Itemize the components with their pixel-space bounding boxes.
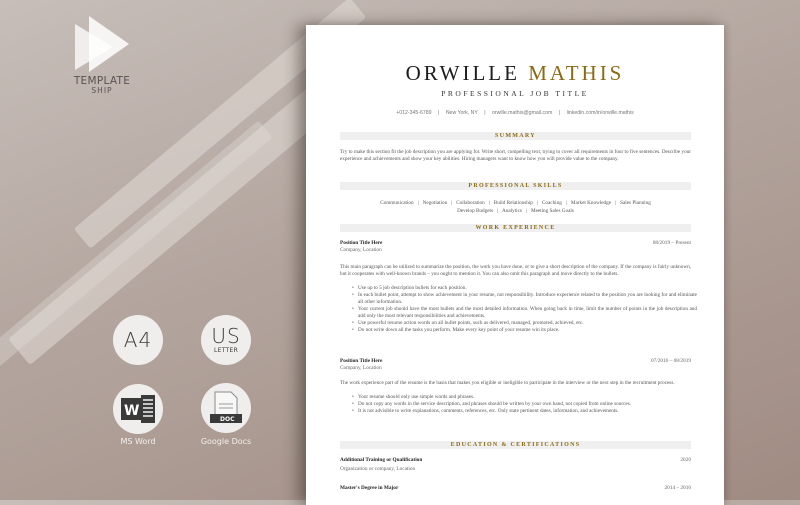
job-title: PROFESSIONAL JOB TITLE bbox=[441, 89, 589, 98]
section-education-heading: EDUCATION & CERTIFICATIONS bbox=[340, 441, 691, 449]
last-name: MATHIS bbox=[528, 61, 625, 85]
separator: | bbox=[484, 110, 486, 116]
bullet: • Do not copy any words in the service description, and phrases should be written by your own hand, not copied from online sources. bbox=[358, 401, 697, 408]
background-brush-stripe bbox=[8, 69, 352, 365]
doc-file-icon bbox=[209, 390, 243, 426]
google-docs-badge bbox=[201, 383, 251, 433]
separator: | bbox=[558, 110, 561, 116]
section-experience-heading: WORK EXPERIENCE bbox=[340, 224, 691, 232]
a4-label: A4 bbox=[123, 328, 153, 352]
education-title-2: Master's Degree in Major bbox=[340, 485, 399, 491]
job-dates-2: 07/2016 – 08/2019 bbox=[650, 358, 691, 364]
email: orwille.mathis@gmail.com bbox=[492, 110, 553, 116]
bullet: • Your current job should have the most bullets and the most detailed information. When going back in time, limit the number of points in the job description and add only the most relevant responsibilities and achievements. bbox=[358, 306, 697, 320]
job-bullets-1 bbox=[352, 285, 697, 334]
us-label: US bbox=[211, 324, 241, 348]
skill: Analytics bbox=[502, 208, 522, 214]
job-title-2: Position Title Here bbox=[340, 358, 383, 364]
ms-word-label: MS Word bbox=[120, 437, 156, 446]
summary-text: Try to make this section fit the job description you are applying for. Write short, compelling text, trying to cover all requirements in four to five sentences. Describe your experience and achievements and show your key abilities. Hiring managers want to know how you will provide value to the company. bbox=[340, 149, 691, 162]
bullet: • In each bullet point, attempt to show achievement in your resume, not responsibility. Introduce experience related to the position you are looking for and eliminate all other information. bbox=[358, 292, 697, 306]
education-entry-2 bbox=[340, 485, 691, 491]
skill: Sales Planning bbox=[620, 200, 651, 206]
bullet: • Your resume should only use simple words and phrases. bbox=[358, 394, 697, 401]
section-summary-heading: SUMMARY bbox=[340, 132, 691, 140]
job-paragraph-1: This main paragraph can be utilized to summarize the position, the work you have done, or to give a short description of the company. If the company is fairly unknown, but it cooperates with well-known brands – you ought to mention it. You can also omit this paragraph and move directly to the bullets. bbox=[340, 264, 691, 277]
separator: | bbox=[438, 110, 440, 116]
linkedin: linkedin.com/in/orwille.mathis bbox=[566, 110, 634, 116]
education-org-1: Organization or company, Location bbox=[340, 466, 416, 472]
bullet: • Use powerful resume action words on all bullet points, such as delivered, managed, promoted, achieved, etc. bbox=[358, 320, 697, 327]
brand-name-line2: SHIP bbox=[91, 86, 113, 95]
job-paragraph-2: The work experience part of the resume is the basis that makes you eligible or ineligible to participate in the interview or the next step in the recruitment process. bbox=[340, 380, 675, 386]
word-icon bbox=[121, 395, 155, 423]
education-entry-1 bbox=[340, 457, 691, 472]
skill: Build Relationship bbox=[493, 200, 533, 206]
job-company-1: Company, Location bbox=[340, 247, 382, 253]
skills-list bbox=[340, 199, 691, 215]
job-company-2: Company, Location bbox=[340, 365, 382, 371]
letter-label: LETTER bbox=[213, 347, 239, 354]
phone: +012-345-6789 bbox=[396, 110, 432, 116]
contact-line bbox=[306, 110, 724, 116]
section-skills-heading: PROFESSIONAL SKILLS bbox=[340, 182, 691, 190]
skill: Communication bbox=[380, 200, 414, 206]
ms-word-badge bbox=[113, 384, 163, 434]
resume-page bbox=[306, 25, 724, 505]
education-title-1: Additional Training or Qualification bbox=[340, 457, 423, 463]
play-logo-icon bbox=[73, 14, 131, 74]
education-dates-2: 2014 – 2016 bbox=[664, 485, 691, 491]
job-dates-1: 08/2019 – Present bbox=[652, 240, 691, 246]
a4-format-badge bbox=[113, 315, 163, 365]
skill: Meeting Sales Goals bbox=[530, 208, 574, 214]
svg-text:W: W bbox=[124, 403, 140, 419]
education-dates-1: 2020 bbox=[680, 457, 691, 463]
skill: Negotiation bbox=[422, 200, 448, 206]
job-entry-2 bbox=[340, 358, 691, 371]
resume-name bbox=[306, 61, 724, 86]
bullet: • Do not write down all the tasks you perform. Make every key point of your resume win its place. bbox=[358, 327, 697, 334]
template-ship-logo bbox=[62, 14, 142, 95]
location: New York, NY bbox=[445, 110, 478, 116]
bullet: • It is not advisible to write explanations, comments, references, etc. Only state pertinent dates, information, and achievements. bbox=[358, 408, 697, 415]
bullet: • Use up to 5 job description bullets for each position. bbox=[358, 285, 697, 292]
skills-line-1: Communication | Negotiation | Collaboration | Build Relationship | Coaching | Market Knowledge | Sales Planning bbox=[380, 200, 651, 206]
google-docs-label: Google Docs bbox=[200, 437, 252, 446]
job-bullets-2 bbox=[352, 394, 697, 415]
skill: Collaboration bbox=[456, 200, 485, 206]
job-title-1: Position Title Here bbox=[340, 240, 383, 246]
svg-text:DOC: DOC bbox=[220, 416, 235, 423]
brand-name-line1: TEMPLATE bbox=[73, 75, 131, 87]
skill: Market Knowledge bbox=[570, 200, 612, 206]
skills-line-2: Develop Budgets | Analytics | Meeting Sales Goals bbox=[457, 208, 574, 214]
us-letter-format-badge bbox=[201, 315, 251, 365]
job-entry-1 bbox=[340, 240, 691, 253]
skill: Develop Budgets bbox=[457, 208, 493, 214]
first-name: ORWILLE bbox=[405, 61, 520, 85]
skill: Coaching bbox=[541, 200, 562, 206]
